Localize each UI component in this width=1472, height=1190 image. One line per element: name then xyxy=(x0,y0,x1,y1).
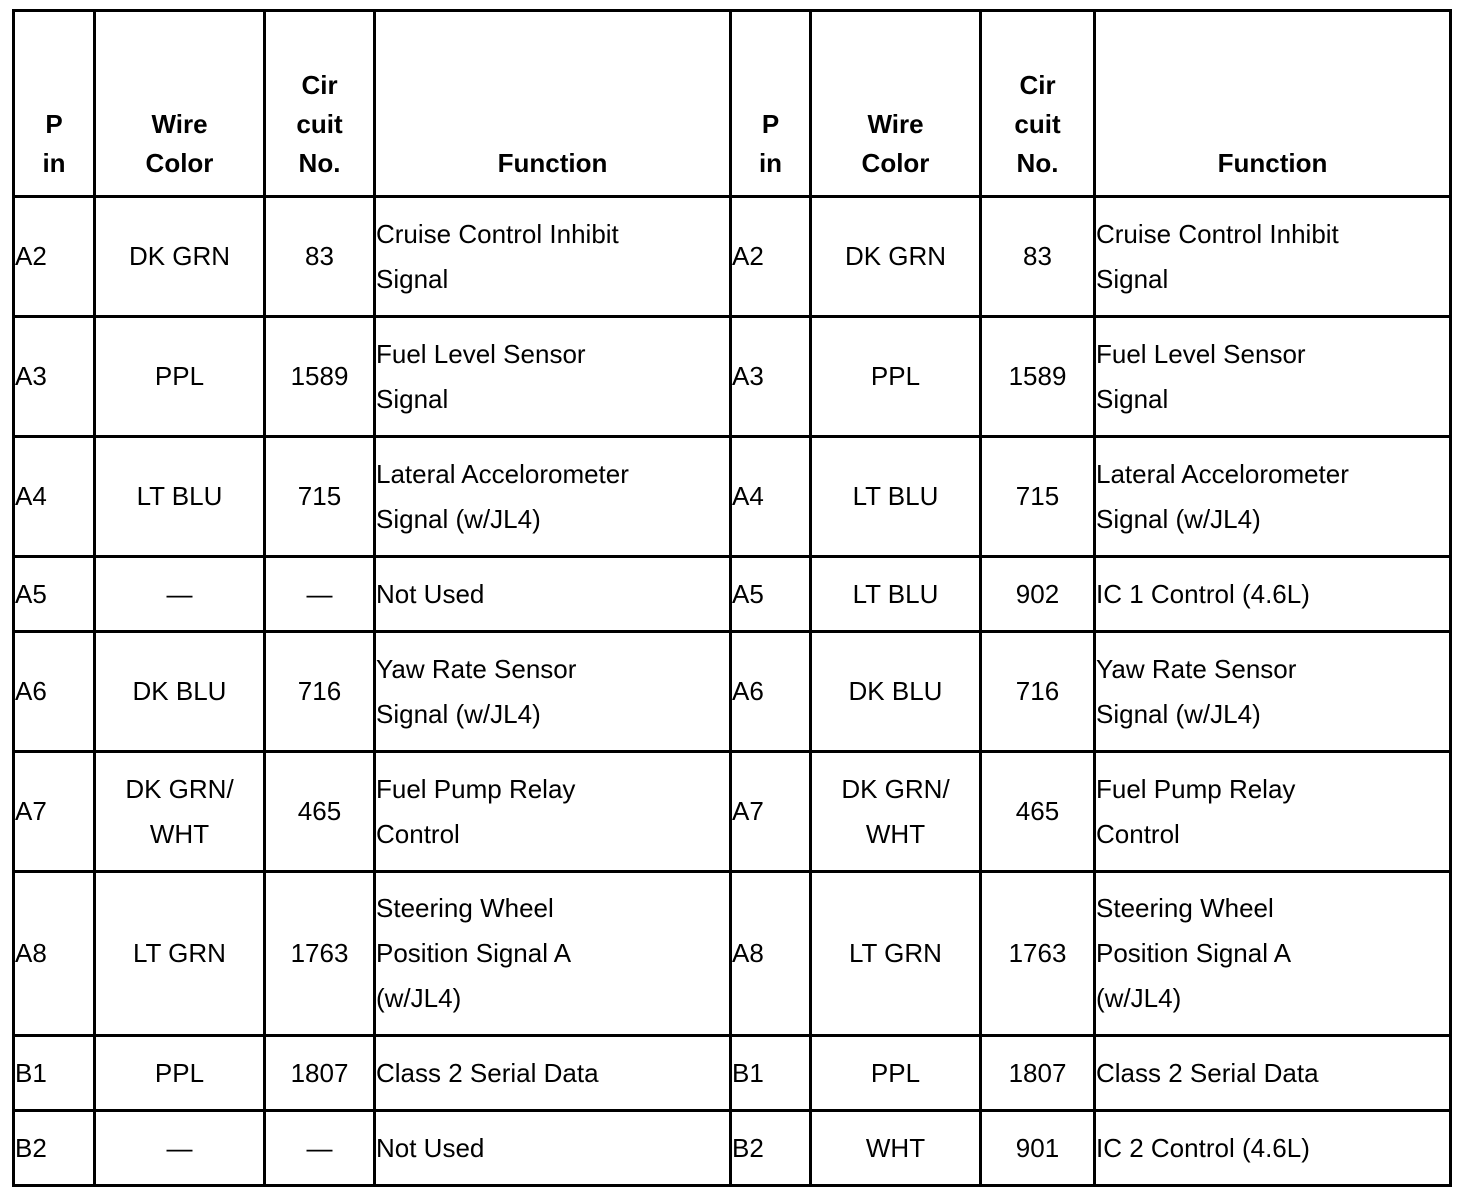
circuit-number-cell: 1763 xyxy=(981,872,1095,1036)
table-row xyxy=(14,1036,1451,1111)
pin-cell: A5 xyxy=(14,557,95,632)
circuit-number-cell: 465 xyxy=(265,752,375,872)
circuit-number-cell: 715 xyxy=(265,437,375,557)
circuit-number-header: Cir cuit No. xyxy=(981,11,1095,197)
circuit-number-cell: 83 xyxy=(265,197,375,317)
function-cell: IC 2 Control (4.6L) xyxy=(1095,1111,1451,1186)
circuit-number-cell: — xyxy=(265,1111,375,1186)
wire-color-header: Wire Color xyxy=(811,11,981,197)
wire-color-cell: PPL xyxy=(811,317,981,437)
function-header: Function xyxy=(375,11,731,197)
pin-cell: A2 xyxy=(731,197,811,317)
wire-color-cell: PPL xyxy=(95,317,265,437)
circuit-number-cell: — xyxy=(265,557,375,632)
pin-cell: B1 xyxy=(14,1036,95,1111)
function-cell: Fuel Pump Relay Control xyxy=(375,752,731,872)
wire-color-cell: DK GRN xyxy=(95,197,265,317)
wire-color-cell: LT BLU xyxy=(811,557,981,632)
pin-cell: A2 xyxy=(14,197,95,317)
table-row xyxy=(14,632,1451,752)
function-cell: Lateral Accelorometer Signal (w/JL4) xyxy=(375,437,731,557)
function-cell: Yaw Rate Sensor Signal (w/JL4) xyxy=(375,632,731,752)
circuit-number-cell: 465 xyxy=(981,752,1095,872)
pinout-rows xyxy=(14,197,1451,1186)
table-row xyxy=(14,752,1451,872)
wire-color-cell: DK GRN/ WHT xyxy=(811,752,981,872)
pin-cell: A8 xyxy=(731,872,811,1036)
circuit-number-cell: 902 xyxy=(981,557,1095,632)
table-row xyxy=(14,872,1451,1036)
pin-header: P in xyxy=(14,11,95,197)
pin-cell: A6 xyxy=(14,632,95,752)
header-row xyxy=(14,11,1451,197)
circuit-number-cell: 1763 xyxy=(265,872,375,1036)
pin-cell: A5 xyxy=(731,557,811,632)
circuit-number-cell: 716 xyxy=(981,632,1095,752)
pin-header: P in xyxy=(731,11,811,197)
function-cell: Steering Wheel Position Signal A (w/JL4) xyxy=(375,872,731,1036)
pin-cell: B2 xyxy=(14,1111,95,1186)
pin-cell: A7 xyxy=(731,752,811,872)
function-cell: Cruise Control Inhibit Signal xyxy=(1095,197,1451,317)
function-cell: Cruise Control Inhibit Signal xyxy=(375,197,731,317)
circuit-number-header: Cir cuit No. xyxy=(265,11,375,197)
circuit-number-cell: 715 xyxy=(981,437,1095,557)
circuit-number-cell: 1589 xyxy=(265,317,375,437)
circuit-number-cell: 716 xyxy=(265,632,375,752)
pin-cell: B1 xyxy=(731,1036,811,1111)
wire-color-cell: PPL xyxy=(811,1036,981,1111)
function-cell: Fuel Level Sensor Signal xyxy=(375,317,731,437)
table-row xyxy=(14,317,1451,437)
pin-cell: A3 xyxy=(14,317,95,437)
function-header: Function xyxy=(1095,11,1451,197)
function-cell: Not Used xyxy=(375,1111,731,1186)
pin-cell: A6 xyxy=(731,632,811,752)
circuit-number-cell: 1807 xyxy=(981,1036,1095,1111)
pin-cell: A4 xyxy=(731,437,811,557)
circuit-number-cell: 901 xyxy=(981,1111,1095,1186)
function-cell: Yaw Rate Sensor Signal (w/JL4) xyxy=(1095,632,1451,752)
wire-color-cell: — xyxy=(95,557,265,632)
wire-color-cell: PPL xyxy=(95,1036,265,1111)
circuit-number-cell: 1807 xyxy=(265,1036,375,1111)
wire-color-cell: DK BLU xyxy=(95,632,265,752)
circuit-number-cell: 83 xyxy=(981,197,1095,317)
wire-color-header: Wire Color xyxy=(95,11,265,197)
table-row xyxy=(14,437,1451,557)
wire-color-cell: LT BLU xyxy=(811,437,981,557)
wire-color-cell: LT GRN xyxy=(95,872,265,1036)
table-row xyxy=(14,557,1451,632)
wire-color-cell: DK BLU xyxy=(811,632,981,752)
wire-color-cell: DK GRN xyxy=(811,197,981,317)
pin-cell: B2 xyxy=(731,1111,811,1186)
function-cell: Not Used xyxy=(375,557,731,632)
table-row xyxy=(14,197,1451,317)
wire-color-cell: LT BLU xyxy=(95,437,265,557)
wire-color-cell: WHT xyxy=(811,1111,981,1186)
circuit-number-cell: 1589 xyxy=(981,317,1095,437)
function-cell: Steering Wheel Position Signal A (w/JL4) xyxy=(1095,872,1451,1036)
function-cell: IC 1 Control (4.6L) xyxy=(1095,557,1451,632)
function-cell: Fuel Pump Relay Control xyxy=(1095,752,1451,872)
wire-color-cell: DK GRN/ WHT xyxy=(95,752,265,872)
function-cell: Class 2 Serial Data xyxy=(375,1036,731,1111)
function-cell: Class 2 Serial Data xyxy=(1095,1036,1451,1111)
table-row xyxy=(14,1111,1451,1186)
function-cell: Fuel Level Sensor Signal xyxy=(1095,317,1451,437)
connector-pinout-table xyxy=(12,9,1452,1187)
pin-cell: A7 xyxy=(14,752,95,872)
pin-cell: A3 xyxy=(731,317,811,437)
pin-cell: A8 xyxy=(14,872,95,1036)
function-cell: Lateral Accelorometer Signal (w/JL4) xyxy=(1095,437,1451,557)
wire-color-cell: LT GRN xyxy=(811,872,981,1036)
wire-color-cell: — xyxy=(95,1111,265,1186)
pin-cell: A4 xyxy=(14,437,95,557)
